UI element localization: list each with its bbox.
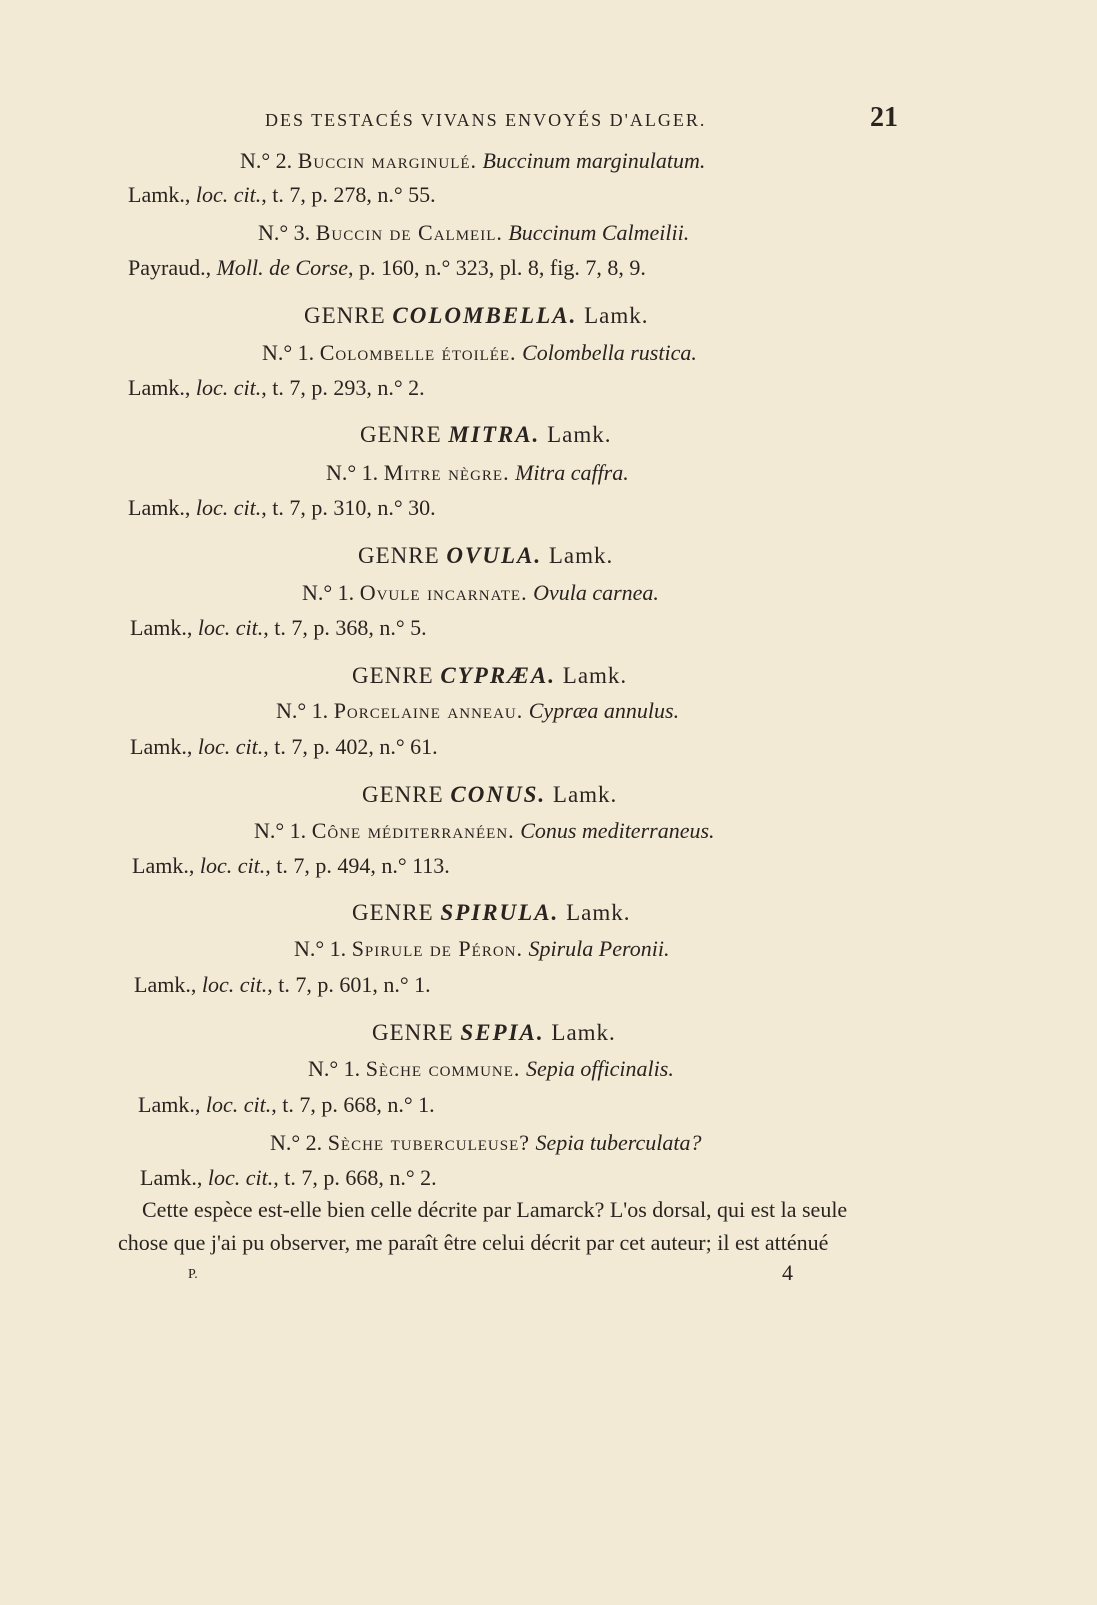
ref-loc: loc. cit. <box>205 1092 272 1117</box>
entry-latin-name: Sepia tuberculata? <box>535 1130 702 1155</box>
ref-details: , t. 7, p. 368, n.° 5. <box>263 615 427 640</box>
entry-line <box>308 1056 674 1082</box>
ref-author: Lamk., <box>140 1165 208 1190</box>
ref-loc: loc. cit. <box>199 853 266 878</box>
genre-name: CYPRÆA. <box>440 663 557 688</box>
entry-common-name: Spirule de Péron. <box>351 936 523 961</box>
reference-line <box>128 255 646 281</box>
reference-line <box>128 495 436 521</box>
ref-details: , t. 7, p. 494, n.° 113. <box>265 853 450 878</box>
signature-mark: P. <box>188 1267 198 1282</box>
ref-details: , t. 7, p. 402, n.° 61. <box>263 734 438 759</box>
ref-author: Lamk., <box>128 182 196 207</box>
ref-author: Lamk., <box>130 615 198 640</box>
entry-number: N.° 1. <box>294 936 347 961</box>
genre-heading <box>372 1020 616 1046</box>
genre-name: SEPIA. <box>460 1020 545 1045</box>
entry-number: N.° 1. <box>276 698 329 723</box>
ref-author: Lamk., <box>134 972 202 997</box>
reference-line <box>140 1165 437 1191</box>
entry-common-name: Buccin de Calmeil. <box>315 220 503 245</box>
genre-name: CONUS. <box>450 782 547 807</box>
ref-details: , t. 7, p. 601, n.° 1. <box>267 972 431 997</box>
entry-latin-name: Mitra caffra. <box>515 460 629 485</box>
ref-author: Lamk., <box>130 734 198 759</box>
ref-loc: loc. cit. <box>197 734 264 759</box>
running-head: DES TESTACÉS VIVANS ENVOYÉS D'ALGER. <box>265 110 707 130</box>
entry-number: N.° 2. <box>270 1130 323 1155</box>
ref-details: , t. 7, p. 278, n.° 55. <box>261 182 436 207</box>
entry-number: N.° 2. <box>240 148 293 173</box>
entry-number: N.° 1. <box>262 340 315 365</box>
genre-label: GENRE <box>358 543 440 568</box>
entry-common-name: Porcelaine anneau. <box>333 698 524 723</box>
reference-line <box>132 853 450 879</box>
entry-number: N.° 3. <box>258 220 311 245</box>
entry-latin-name: Colombella rustica. <box>522 340 697 365</box>
genre-label: GENRE <box>304 303 386 328</box>
entry-number: N.° 1. <box>254 818 307 843</box>
genre-name: SPIRULA. <box>440 900 560 925</box>
genre-author: Lamk. <box>584 303 649 328</box>
reference-line <box>128 375 425 401</box>
genre-heading <box>358 543 613 569</box>
genre-label: GENRE <box>352 900 434 925</box>
entry-line <box>326 460 629 486</box>
genre-heading <box>360 422 611 448</box>
entry-latin-name: Buccinum Calmeilii. <box>508 220 690 245</box>
reference-line <box>138 1092 435 1118</box>
entry-common-name: Ovule incarnate. <box>359 580 528 605</box>
genre-author: Lamk. <box>552 782 618 807</box>
entry-line <box>240 148 705 174</box>
entry-line <box>270 1130 702 1156</box>
genre-name: OVULA. <box>446 543 543 568</box>
entry-common-name: Colombelle étoilée. <box>319 340 517 365</box>
entry-line <box>294 936 669 962</box>
ref-details: , t. 7, p. 310, n.° 30. <box>261 495 436 520</box>
entry-number: N.° 1. <box>326 460 379 485</box>
ref-author: Payraud., <box>128 255 217 280</box>
ref-author: Lamk., <box>128 375 196 400</box>
genre-label: GENRE <box>360 422 442 447</box>
entry-common-name: Cône méditerranéen. <box>311 818 515 843</box>
reference-line <box>130 615 427 641</box>
ref-loc: loc. cit. <box>195 495 262 520</box>
genre-author: Lamk. <box>551 1020 616 1045</box>
ref-loc: loc. cit. <box>197 615 264 640</box>
genre-label: GENRE <box>362 782 444 807</box>
entry-line <box>302 580 659 606</box>
paragraph-line: chose que j'ai pu observer, me paraît être celui décrit par cet auteur; il est atténué <box>118 1230 829 1255</box>
entry-number: N.° 1. <box>302 580 355 605</box>
genre-heading <box>362 782 617 808</box>
genre-label: GENRE <box>352 663 434 688</box>
entry-latin-name: Conus mediterraneus. <box>520 818 715 843</box>
genre-label: GENRE <box>372 1020 454 1045</box>
ref-author: Lamk., <box>132 853 200 878</box>
entry-latin-name: Cypræa annulus. <box>528 698 680 723</box>
entry-line <box>254 818 715 844</box>
ref-loc: loc. cit. <box>201 972 268 997</box>
entry-line <box>262 340 697 366</box>
ref-author: Lamk., <box>138 1092 206 1117</box>
signature-number: 4 <box>782 1260 793 1285</box>
genre-name: COLOMBELLA. <box>392 303 578 328</box>
genre-heading <box>352 663 627 689</box>
entry-line <box>258 220 689 246</box>
genre-author: Lamk. <box>548 543 614 568</box>
reference-line <box>128 182 436 208</box>
ref-work: Moll. de Corse <box>216 255 348 280</box>
entry-number: N.° 1. <box>308 1056 361 1081</box>
page-number: 21 <box>870 102 898 133</box>
entry-common-name: Sèche tuberculeuse? <box>327 1130 531 1155</box>
ref-details: , t. 7, p. 668, n.° 2. <box>273 1165 437 1190</box>
ref-details: , t. 7, p. 293, n.° 2. <box>261 375 425 400</box>
ref-loc: loc. cit. <box>195 375 262 400</box>
ref-details: , t. 7, p. 668, n.° 1. <box>271 1092 435 1117</box>
entry-latin-name: Ovula carnea. <box>533 580 659 605</box>
ref-details: , p. 160, n.° 323, pl. 8, fig. 7, 8, 9. <box>347 255 646 280</box>
genre-author: Lamk. <box>547 422 612 447</box>
entry-latin-name: Buccinum marginulatum. <box>482 148 706 173</box>
paragraph-line: Cette espèce est-elle bien celle décrite par Lamarck? L'os dorsal, qui est la seule <box>142 1197 848 1222</box>
entry-common-name: Mitre nègre. <box>383 460 510 485</box>
entry-latin-name: Spirula Peronii. <box>528 936 670 961</box>
reference-line <box>130 734 438 760</box>
entry-line <box>276 698 679 724</box>
reference-line <box>134 972 431 998</box>
entry-common-name: Sèche commune. <box>365 1056 521 1081</box>
genre-name: MITRA. <box>448 422 541 447</box>
entry-latin-name: Sepia officinalis. <box>525 1056 674 1081</box>
genre-heading <box>304 303 649 329</box>
ref-loc: loc. cit. <box>195 182 262 207</box>
entry-common-name: Buccin marginulé. <box>297 148 478 173</box>
genre-author: Lamk. <box>562 663 628 688</box>
ref-author: Lamk., <box>128 495 196 520</box>
genre-heading <box>352 900 630 926</box>
genre-author: Lamk. <box>566 900 631 925</box>
ref-loc: loc. cit. <box>207 1165 274 1190</box>
